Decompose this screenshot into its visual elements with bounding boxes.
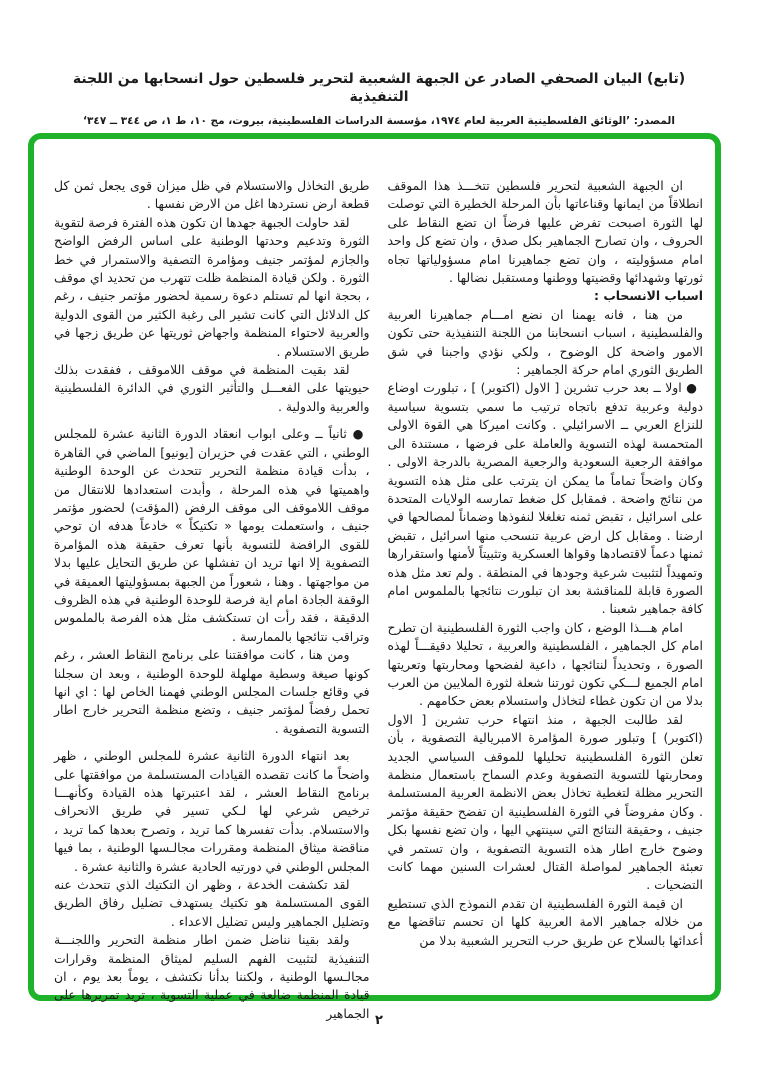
left-column: [54, 177, 370, 1023]
paragraph: ان الجبهة الشعبية لتحرير فلسطين تتخـــذ هذا الموقف انطلاقاً من ايمانها وقناعاتها بأن المرحلة الخطيرة التي توصلت لها الثورة اصبحت تفرض عليها فرضاً ان تضع النقاط على الحروف ، وان تصارح الجماهير بكل صدق ، وان تضع كل واحد امام مسؤوليته ، وان تضع جماهيرنا امام مسؤولياتها تجاه ثورتها وشهدائها وقضيتها ووطنها ومستقبل نضالها .: [387, 178, 703, 286]
paragraph: ولقد بقينا نناضل ضمن اطار منظمة التحرير واللجنـــة التنفيذية لتثبيت الفهم السليم لميثاق المنظمة وقرارات مجالـسها الوطنية ، ولكننا بدأنا نكتشف ، يوماً بعد يوم ، ان قيادة المنظمة ضالعة في عملية التسوية ، تريد تمريرها على الجماهير: [54, 932, 370, 1021]
right-column: [388, 177, 704, 1023]
paragraph: ان قيمة الثورة الفلسطينية ان تقدم النموذج الذي تستطيع من خلاله جماهير الامة العربية كلها ان تحسم تناقضها مع أعدائها بالسلاح عن طريق حرب التحرير الشعبية بدلا من: [387, 895, 703, 948]
paragraph: طريق التخاذل والاستسلام في ظل ميزان قوى يجعل ثمن كل قطعة ارض نستردها اغل من الارض نفسها .: [54, 178, 370, 212]
paragraph: لقد تكشفت الخدعة ، وظهر ان التكتيك الذي تتحدث عنه القوى المستسلمة هو تكتيك يستهدف تضليل رفاق الطريق وتضليل الجماهير وليس تضليل الاعداء .: [54, 877, 370, 929]
text-columns: [34, 139, 715, 1023]
paragraph: من هنا ، فانه يهمنا ان نضع امـــام جماهيرنا العربية والفلسطينية ، اسباب انسحابنا من اللجنة التنفيذية حتى تكون الامور واضحة كل الوضوح ، ولكي نؤدي واجبنا في شق الطريق الثوري امام حركة الجماهير :: [387, 306, 703, 378]
paragraph: ● ثانياً ــ وعلى ابواب انعقاد الدورة الثانية عشرة للمجلس الوطني ، التي عقدت في حزيران [يونيو] الماضي في القاهرة ، بدأت قيادة منظمة التحرير تتحدث عن الوحدة الوطنية واهميتها في هذه المرحلة ، وأبدت استعدادها للانتقال من موقف اللاموقف الى موقف الرفض (المؤقت) لحضور مؤتمر جنيف ، واستعملت يومها « تكتيكاً » خادعاً هدفه ان توحي للقوى الرافضة للتسوية بأنها تعرف حقيقة هذه المؤامرة التصفوية إلا انها تريد ان تفشلها عن طريق التحايل عليها بدلا من مواجهتها . وهنا ، شعوراً من الجبهة بمسؤوليتها العميقة في الوقفة الجادة امام اية فرصة للوحدة الوطنية في هذه الظروف الدقيقة ، فقد رأت ان تستكشف مثل هذه الفرصة بالملموس وتراقب نتائجها بالممارسة .: [54, 426, 370, 644]
document-source-citation: المصدر: ’الوثائق الفلسطينية العربية لعام ١٩٧٤، مؤسسة الدراسات الفلسطينية، بيروت، مج ١٠، ط ١، ص ٣٤٤ ــ ٣٤٧‘: [83, 115, 675, 127]
section-heading: اسباب الانسحاب :: [594, 288, 703, 304]
paragraph: بعد انتهاء الدورة الثانية عشرة للمجلس الوطني ، ظهر واضحاً ما كانت تقصده القيادات المستسلمة من موافقتها على برنامج النقاط العشر ، لقد اعتبرتها هذه القيادة وكأنهـــا ترخيص شرعي لها لـكي تسير في طريق الانحراف والاستسلام. بدأت تفسرها كما تريد ، وتصرح بعدها كما تريد ، مناقضة ميثاق المنظمة ومقررات مجالـسها الوطنية ، بما فيها المجلس الوطني في دورتيه الحادية عشرة والثانية عشرة .: [54, 748, 370, 874]
page-number: ٢: [375, 1013, 383, 1028]
document-title: (تابع) البيان الصحفي الصادر عن الجبهة الشعبية لتحرير فلسطين حول انسحابها من اللجنة التنفيذية: [72, 71, 686, 105]
document-frame: [28, 133, 721, 1021]
paragraph: لقد حاولت الجبهة جهدها ان تكون هذه الفترة فرصة لتقوية الثورة وتدعيم وحدتها الوطنية على اساس الرفض الواضح والجازم لمؤتمر جنيف ومؤامرة التصفية والاستمرار في خط الثورة . ولكن قيادة المنظمة ظلت تتهرب من تحديد اي موقف ، بحجة انها لم تستلم دعوة رسمية لحضور مؤتمر جنيف ، رغم كل الدلائل التي كانت تشير الى رغبة الكثير من القوى الدولية والعربية لاحتواء المنظمة واجهاض ثوريتها عن طريق زجها في طريق الاستسلام .: [54, 214, 370, 359]
page-header: [0, 70, 758, 127]
paragraph: امام هـــذا الوضع ، كان واجب الثورة الفلسطينية ان تطرح امام كل الجماهير ، الفلسطينية والعربية ، تحليلا دقيقـــاً لهذه الصورة ، وتحديداً لنتائجها ، داعية لفضحها ومحاربتها وتعريتها امام الجميع لـــكي تكون ثورتنا شعلة لثورة الملايين من العرب بدلا من ان تكون غطاء لتخاذل واستسلام بعض حكامهم .: [387, 619, 703, 709]
paragraph: لقد طالبت الجبهة ، منذ انتهاء حرب تشرين [ الاول (اكتوبر) ] وتبلور صورة المؤامرة الامبريالية التصفوية ، بأن تعلن الثورة الفلسطينية تحليلها للموقف السياسي الجديد ومحاربتها للتسوية التصفوية وعدم السماح باستعمال منظمة التحرير مظلة لتغطية تخاذل بعض الانظمة العربية المستسلمة . وكان مفروضاً في الثورة الفلسطينية ان تفضح حقيقة مؤتمر جنيف ، وحقيقة النتائج التي سينتهي اليها ، وان تضع نفسها بكل وضوح خارج اطار هذه التسوية التصفوية ، وان تستمر في تعبئة الجماهير لمواصلة القتال لعشرات السنين مهما كانت التضحيات .: [387, 711, 703, 893]
paragraph: ومن هنا ، كانت موافقتنا على برنامج النقاط العشر ، رغم كونها صيغة وسطية مهلهلة للوحدة الوطنية ، وبعد ان سجلنا في وقائع جلسات المجلس الوطني فهمنا الخاص لها : اي انها تحمل رفضاً لمؤتمر جنيف ، وتضع منظمة التحرير خارج اطار التسوية التصفوية .: [54, 647, 370, 736]
paragraph: ● اولا ــ بعد حرب تشرين [ الاول (اكتوبر) ] ، تبلورت اوضاع دولية وعربية تدفع باتجاه ترتيب ما سمي بتسوية سياسية للنزاع العربي ــ الاسرائيلي . وكانت اميركا هي القوة الاولى المتحمسة لهذه التسوية والعاملة على فرضها ، مستندة الى موافقة الرجعية السعودية والرجعية المصرية بالدرجة الاولى . وكان واضحاً تماماً ما يمكن ان يترتب على مثل هذه التسوية من نتائج واضحة . فمقابل كل ضغط تمارسه الولايات المتحدة على اسرائيل ، تقبض ثمنه تغلغلا لنفوذها وضماناً لمصالحها في ارضنا . ومقابل كل ارض عربية تنسحب منها اسرائيل ، تقبض ثمنها دعماً لاقتصادها وقواها العسكرية وتثبيتاً لأمنها واستقرارها وتمهيداً لتثبيت شرعية وجودها في المنطقة . ولم تعد مثل هذه الصورة قابلة للمناقشة بعد ان تبلورت نتائجها بالملموس امام كافة جماهير شعبنا .: [387, 380, 703, 617]
paragraph: لقد بقيت المنظمة في موقف اللاموقف ، ففقدت بذلك حيويتها على الفعـــل والتأثير الثوري في الدائرة الفلسطينية والعربية والدولية .: [54, 362, 370, 414]
